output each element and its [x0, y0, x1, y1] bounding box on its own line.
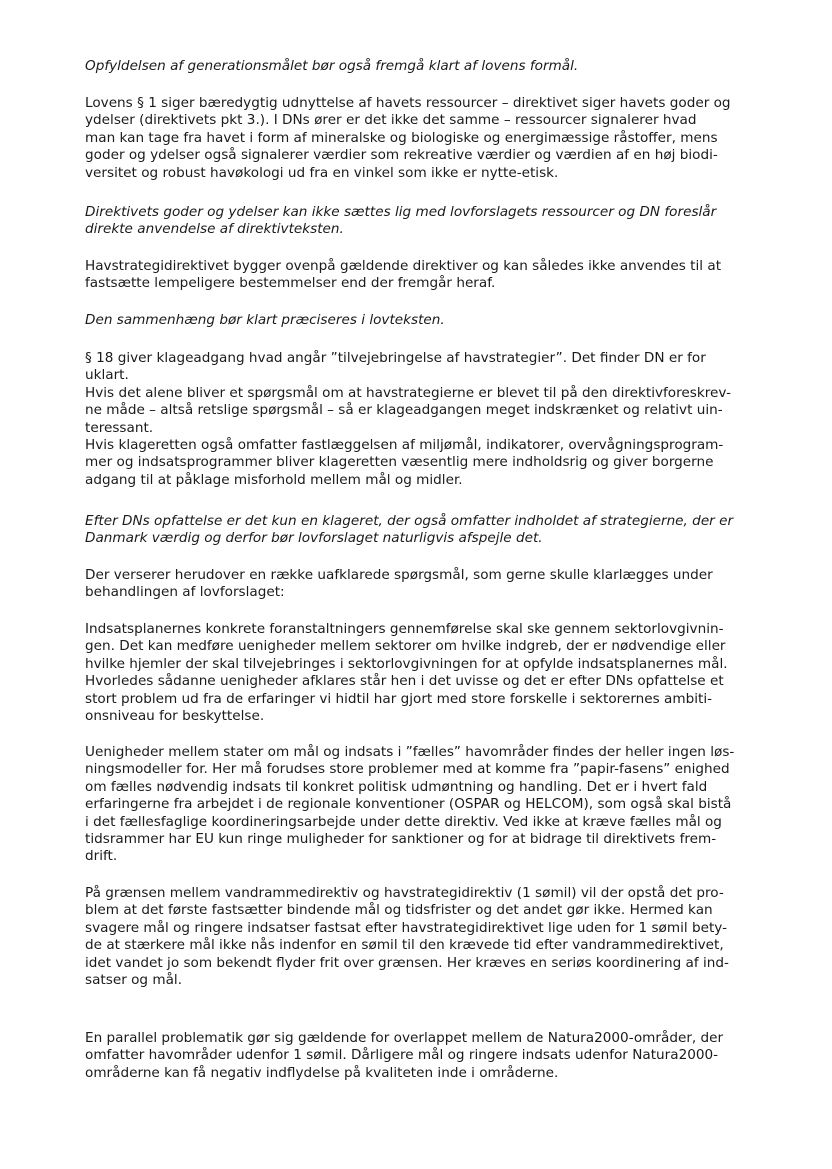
text-line: Efter DNs opfattelse er det kun en klageret, der også omfatter indholdet af strategierne, der er: [85, 513, 734, 529]
text-line: de at stærkere mål ikke nås indenfor en sømil til den krævede tid efter vandrammedirektivet,: [85, 937, 724, 954]
text-line: En parallel problematik gør sig gældende for overlappet mellem de Natura2000-områder, der: [85, 1030, 724, 1046]
text-line: omfatter havområder udenfor 1 sømil. Dårligere mål og ringere indsats udenfor Natura2000-: [85, 1047, 719, 1064]
text-line: ydelser (direktivets pkt 3.). I DNs ører er det ikke det samme – ressourcer signalerer hvad: [85, 112, 697, 129]
text-line: Direktivets goder og ydelser kan ikke sættes lig med lovforslagets ressourcer og DN foreslår: [85, 204, 717, 220]
text-line: Danmark værdig og derfor bør lovforslaget naturligvis afspejle det.: [85, 530, 543, 547]
text-line: Den sammenhæng bør klart præciseres i lovteksten.: [85, 312, 445, 328]
text-line: ne måde – altså retslige spørgsmål – så er klageadgangen meget indskrænket og relativt uin-: [85, 402, 723, 419]
text-line: Havstrategidirektivet bygger ovenpå gældende direktiver og kan således ikke anvendes til at: [85, 258, 722, 274]
text-line: områderne kan få negativ indflydelse på kvaliteten inde i områderne.: [85, 1064, 559, 1081]
text-line: Indsatsplanernes konkrete foranstaltningers gennemførelse skal ske gennem sektorlovgivnin-: [85, 621, 724, 637]
text-line: i det fællesfaglige koordineringsarbejde under dette direktiv. Ved ikke at kræve fælles mål og: [85, 813, 722, 830]
text-line: satser og mål.: [85, 972, 183, 989]
paragraph: [85, 312, 445, 329]
text-line: om fælles nødvendig indsats til konkret politisk udmøntning og handling. Det er i hvert fald: [85, 778, 708, 795]
text-line: blem at det første fastsætter bindende mål og tidsfrister og det andet gør ikke. Hermed kan: [85, 902, 713, 919]
text-line: Hvorledes sådanne uenigheder afklares står hen i det uvisse og det er efter DNs opfattelse et: [85, 673, 724, 690]
paragraph: [85, 744, 734, 866]
text-line: teressant.: [85, 419, 154, 436]
text-line: Lovens § 1 siger bæredygtig udnyttelse af havets ressourcer – direktivet siger havets goder og: [85, 95, 731, 111]
text-line: erfaringerne fra arbejdet i de regionale konventioner (OSPAR og HELCOM), som også skal bistå: [85, 796, 732, 813]
text-line: Opfyldelsen af generationsmålet bør også fremgå klart af lovens formål.: [85, 58, 579, 74]
paragraph: [85, 95, 731, 182]
paragraph: [85, 567, 713, 602]
text-line: svagere mål og ringere indsatser fastsat efter havstrategidirektivet lige uden for 1 sømil bety-: [85, 919, 727, 936]
text-line: onsniveau for beskyttelse.: [85, 708, 265, 725]
text-line: Hvis det alene bliver et spørgsmål om at havstrategierne er blevet til på den direktivforeskrev-: [85, 384, 731, 401]
paragraph: [85, 513, 733, 548]
text-line: Der verserer herudover en række uafklarede spørgsmål, som gerne skulle klarlægges under: [85, 567, 713, 583]
text-line: § 18 giver klageadgang hvad angår ”tilvejebringelse af havstrategier”. Det finder DN er for: [85, 350, 706, 366]
paragraph: [85, 350, 731, 489]
text-line: tidsrammer har EU kun ringe muligheder for sanktioner og for at bidrage til direktivets frem-: [85, 831, 717, 848]
text-line: Uenigheder mellem stater om mål og indsats i ”fælles” havområder findes der heller ingen løs-: [85, 744, 735, 760]
text-line: behandlingen af lovforslaget:: [85, 584, 285, 601]
text-line: drift.: [85, 848, 118, 865]
text-line: adgang til at påklage misforhold mellem mål og midler.: [85, 471, 463, 488]
paragraph: [85, 258, 721, 293]
paragraph: [85, 1030, 723, 1082]
text-line: idet vandet jo som bekendt flyder frit over grænsen. Her kræves en seriøs koordinering af ind-: [85, 954, 729, 971]
text-line: stort problem ud fra de erfaringer vi hidtil har gjort med store forskelle i sektorernes ambiti-: [85, 690, 713, 707]
text-line: fastsætte lempeligere bestemmelser end der fremgår heraf.: [85, 275, 496, 292]
text-line: man kan tage fra havet i form af mineralske og biologiske og energimæssige råstoffer, mens: [85, 129, 718, 146]
text-line: versitet og robust havøkologi ud fra en vinkel som ikke er nytte-etisk.: [85, 164, 559, 181]
text-line: mer og indsatsprogrammer bliver klageretten væsentlig mere indholdsrig og giver borgerne: [85, 454, 714, 471]
paragraph: [85, 58, 578, 75]
text-line: hvilke hjemler der skal tilvejebringes i sektorlovgivningen for at opfylde indsatsplanernes mål.: [85, 655, 728, 672]
paragraph: [85, 621, 728, 725]
text-line: uklart.: [85, 367, 129, 384]
text-line: ningsmodeller for. Her må forudses store problemer med at komme fra ”papir-fasens” enighed: [85, 761, 730, 778]
text-line: direkte anvendelse af direktivteksten.: [85, 221, 344, 238]
text-line: På grænsen mellem vandrammedirektiv og havstrategidirektiv (1 sømil) vil der opstå det pro-: [85, 885, 724, 901]
paragraph: [85, 204, 716, 239]
paragraph: [85, 885, 729, 989]
text-line: gen. Det kan medføre uenigheder mellem sektorer om hvilke indgreb, der er nødvendige eller: [85, 638, 726, 655]
text-line: goder og ydelser også signalerer værdier som rekreative værdier og værdien af en høj biodi-: [85, 147, 718, 164]
text-line: Hvis klageretten også omfatter fastlæggelsen af miljømål, indikatorer, overvågningsprogram-: [85, 437, 724, 454]
